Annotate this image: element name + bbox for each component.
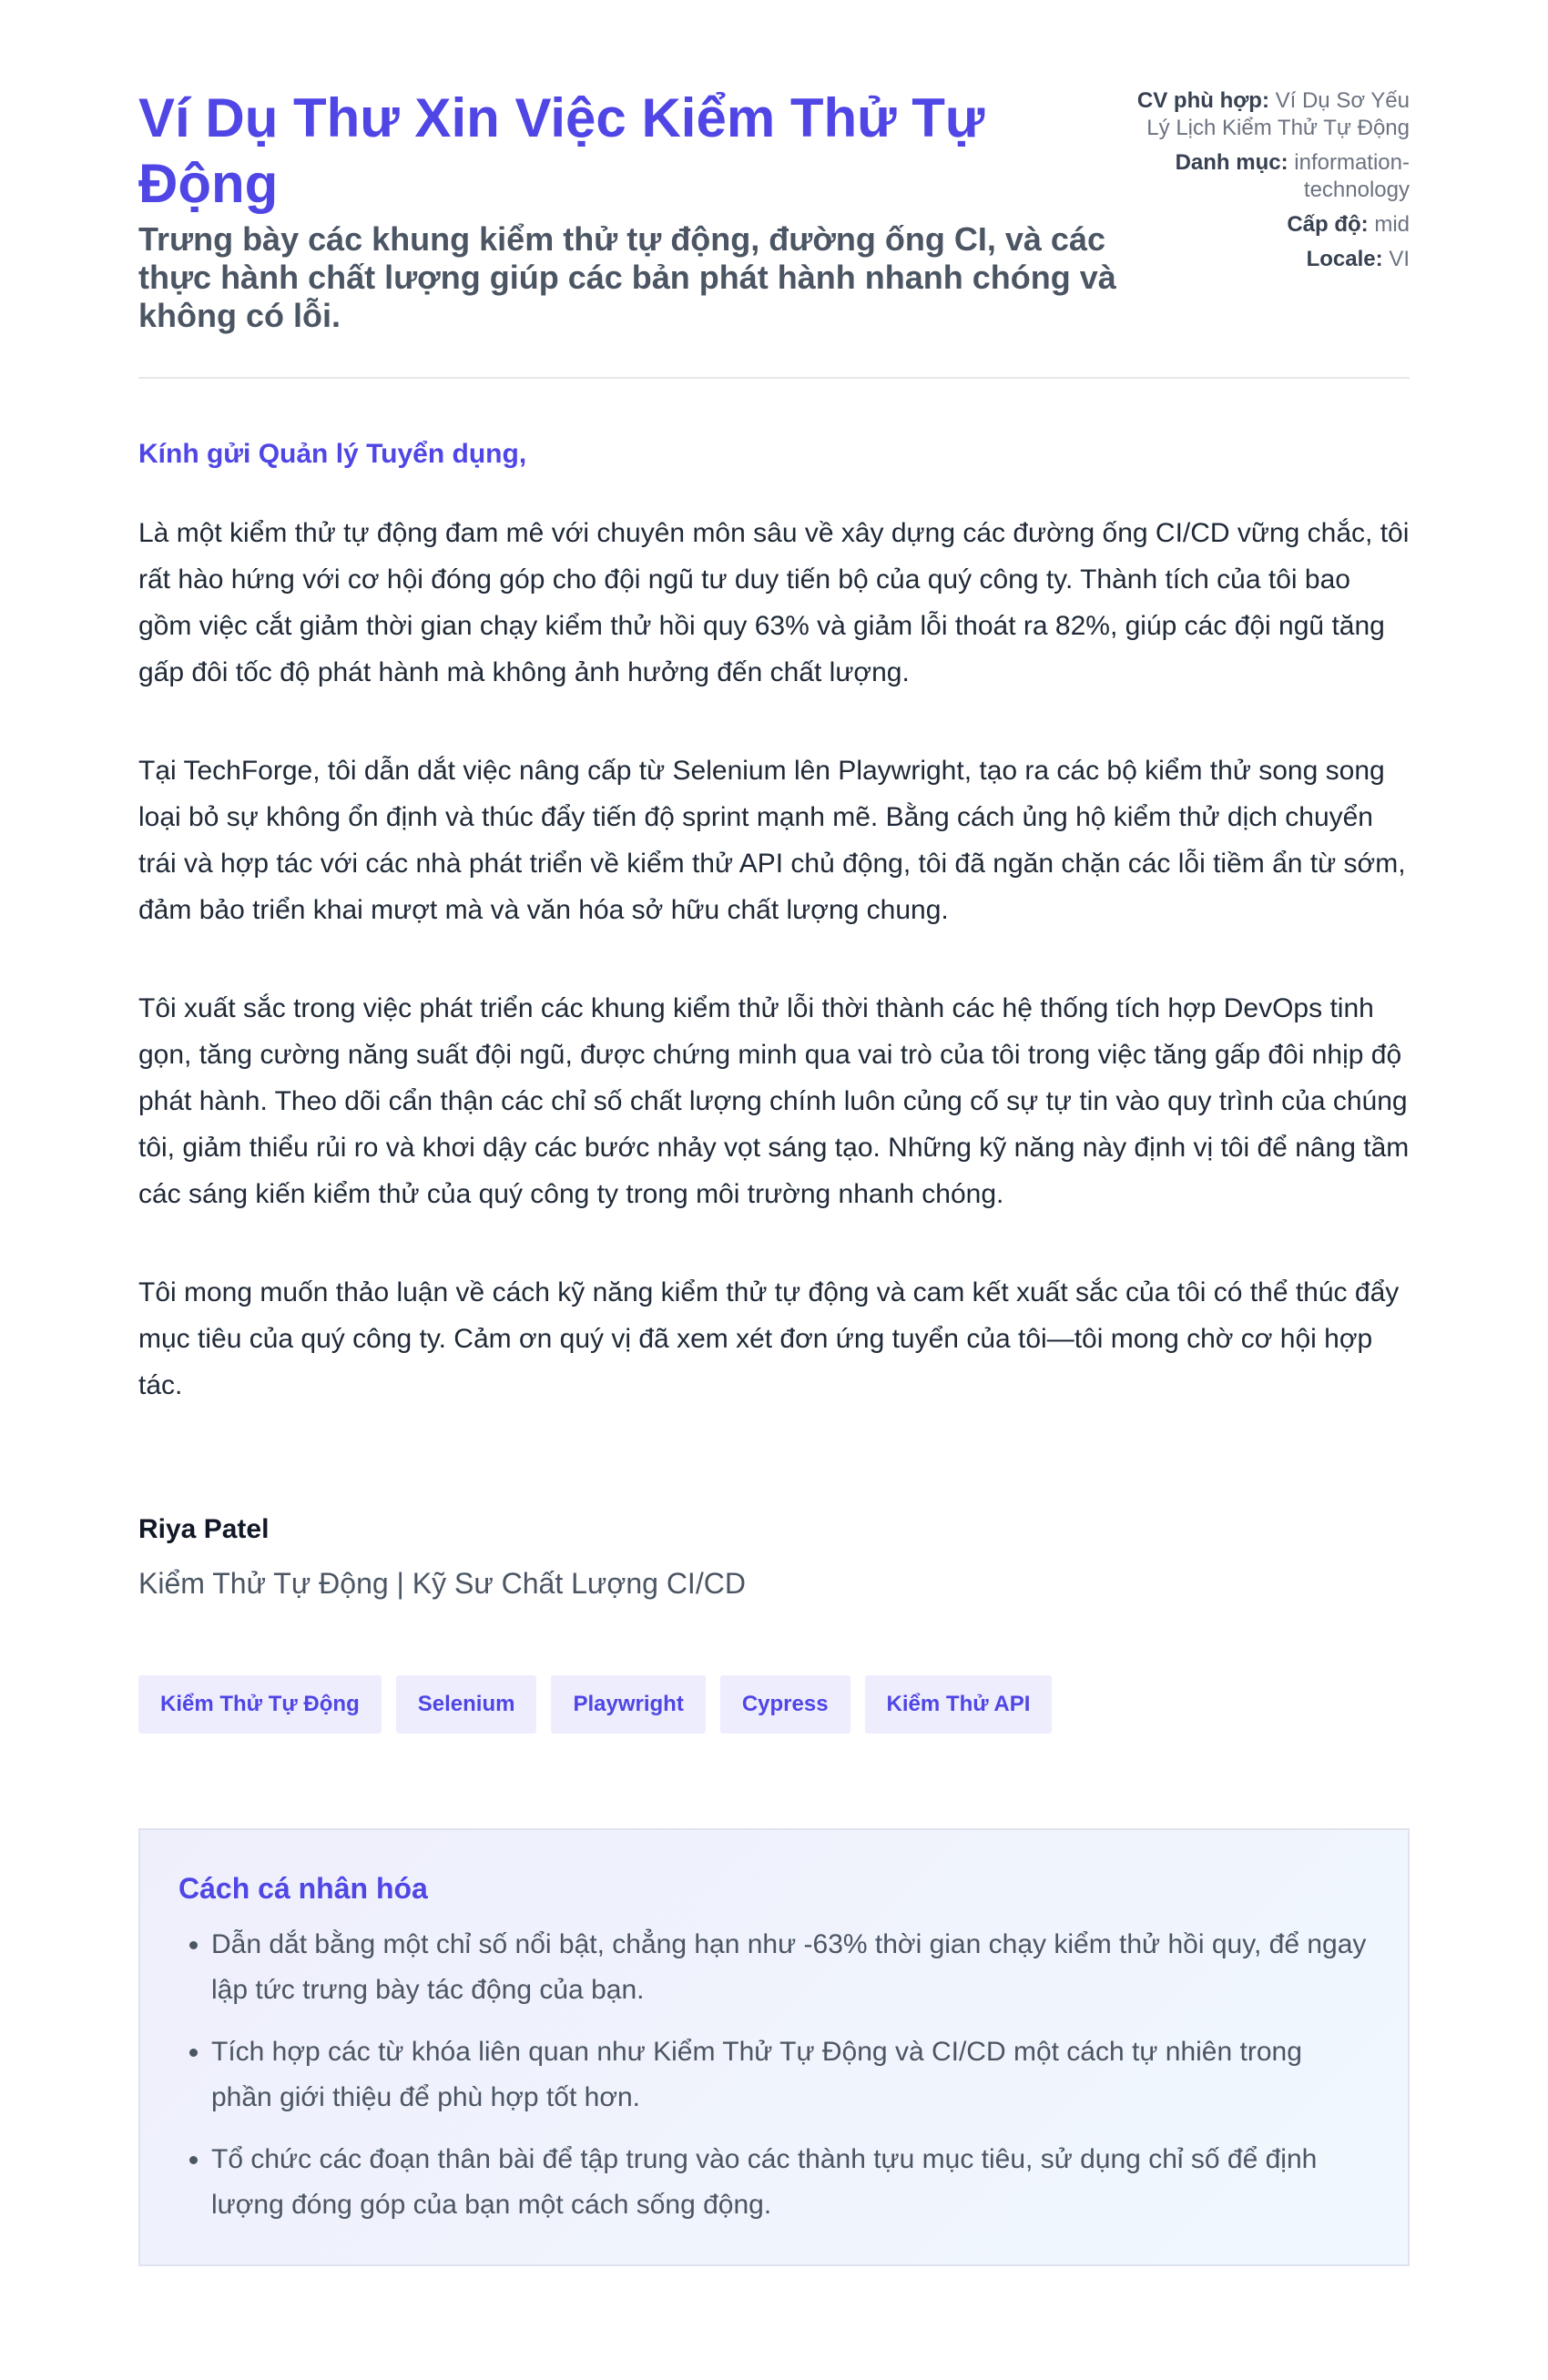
page-title: Ví Dụ Thư Xin Việc Kiểm Thử Tự Động: [138, 87, 985, 214]
meta-key: CV phù hợp:: [1136, 88, 1269, 113]
skill-tags: [138, 1675, 1410, 1734]
meta-value: mid: [1374, 212, 1410, 237]
skill-tag: Selenium: [396, 1675, 537, 1734]
tip-item: • Tích hợp các từ khóa liên quan như Kiểm Thử Tự Động và CI/CD một cách tự nhiên trong phần giới thiệu để phù hợp tốt hơn.: [211, 2029, 1370, 2121]
meta-value: VI: [1389, 247, 1410, 271]
meta-locale: [1136, 246, 1410, 273]
header-titles: [138, 80, 1122, 335]
meta-panel: [1136, 80, 1410, 280]
meta-value: information-technology: [1294, 150, 1410, 202]
skill-tag: Cypress: [720, 1675, 850, 1734]
meta-key: Cấp độ:: [1287, 212, 1369, 237]
tips-list: [178, 1922, 1370, 2228]
signature-title: Kiểm Thử Tự Động | Kỹ Sư Chất Lượng CI/CD: [138, 1567, 746, 1601]
signature-block: [138, 1514, 1410, 1601]
skill-tag: Kiểm Thử API: [865, 1675, 1053, 1734]
meta-matching-cv: [1136, 87, 1410, 142]
letter-paragraph: Tôi mong muốn thảo luận về cách kỹ năng kiểm thử tự động và cam kết xuất sắc của tôi có thể thúc đẩy mục tiêu của quý công ty. Cảm ơn quý vị đã xem xét đơn ứng tuyển của tôi—tôi mong chờ cơ hội hợp tác.: [138, 1277, 1400, 1401]
letter-paragraph: Là một kiểm thử tự động đam mê với chuyên môn sâu về xây dựng các đường ống CI/CD vững chắc, tôi rất hào hứng với cơ hội đóng góp cho đội ngũ tư duy tiến bộ của quý công ty. Thành tích của tôi bao gồm việc cắt giảm thời gian chạy kiểm thử hồi quy 63% và giảm lỗi thoát ra 82%, giúp các đội ngũ tăng gấp đôi tốc độ phát hành mà không ảnh hưởng đến chất lượng.: [138, 518, 1410, 688]
letter-body: [138, 510, 1410, 1409]
letter-paragraph: Tại TechForge, tôi dẫn dắt việc nâng cấp từ Selenium lên Playwright, tạo ra các bộ kiểm thử song song loại bỏ sự không ổn định và thúc đẩy tiến độ sprint mạnh mẽ. Bằng cách ủng hộ kiểm thử dịch chuyển trái và hợp tác với các nhà phát triển về kiểm thử API chủ động, tôi đã ngăn chặn các lỗi tiềm ẩn từ sớm, đảm bảo triển khai mượt mà và văn hóa sở hữu chất lượng chung.: [138, 756, 1406, 926]
meta-level: [1136, 211, 1410, 239]
meta-category: [1136, 149, 1410, 204]
meta-key: Locale:: [1306, 247, 1383, 271]
skill-tag: Kiểm Thử Tự Động: [138, 1675, 382, 1734]
meta-key: Danh mục:: [1175, 150, 1288, 175]
tips-title: Cách cá nhân hóa: [178, 1872, 428, 1906]
tip-item: • Tổ chức các đoạn thân bài để tập trung vào các thành tựu mục tiêu, sử dụng chỉ số để định lượng đóng góp của bạn một cách sống động.: [211, 2137, 1370, 2228]
letter-salutation: Kính gửi Quản lý Tuyển dụng,: [138, 439, 527, 470]
meta-value: Ví Dụ Sơ Yếu Lý Lịch Kiểm Thử Tự Động: [1146, 88, 1410, 140]
page-subtitle: Trưng bày các khung kiểm thử tự động, đường ống CI, và các thực hành chất lượng giúp các bản phát hành nhanh chóng và không có lỗi.: [138, 220, 1116, 335]
letter-paragraph: Tôi xuất sắc trong việc phát triển các khung kiểm thử lỗi thời thành các hệ thống tích hợp DevOps tinh gọn, tăng cường năng suất đội ngũ, được chứng minh qua vai trò của tôi trong việc tăng gấp đôi nhịp độ phát hành. Theo dõi cẩn thận các chỉ số chất lượng chính luôn củng cố sự tự tin vào quy trình của chúng tôi, giảm thiểu rủi ro và khơi dậy các bước nhảy vọt sáng tạo. Những kỹ năng này định vị tôi để nâng tầm các sáng kiến kiểm thử của quý công ty trong môi trường nhanh chóng.: [138, 993, 1410, 1210]
cover-letter-page: [138, 80, 1410, 2266]
skill-tag: Playwright: [551, 1675, 705, 1734]
signature-name: Riya Patel: [138, 1514, 270, 1545]
personalization-tips-box: [138, 1828, 1410, 2266]
tip-item: • Dẫn dắt bằng một chỉ số nổi bật, chẳng hạn như -63% thời gian chạy kiểm thử hồi quy, để ngay lập tức trưng bày tác động của bạn.: [211, 1922, 1370, 2013]
page-header: [138, 80, 1410, 379]
